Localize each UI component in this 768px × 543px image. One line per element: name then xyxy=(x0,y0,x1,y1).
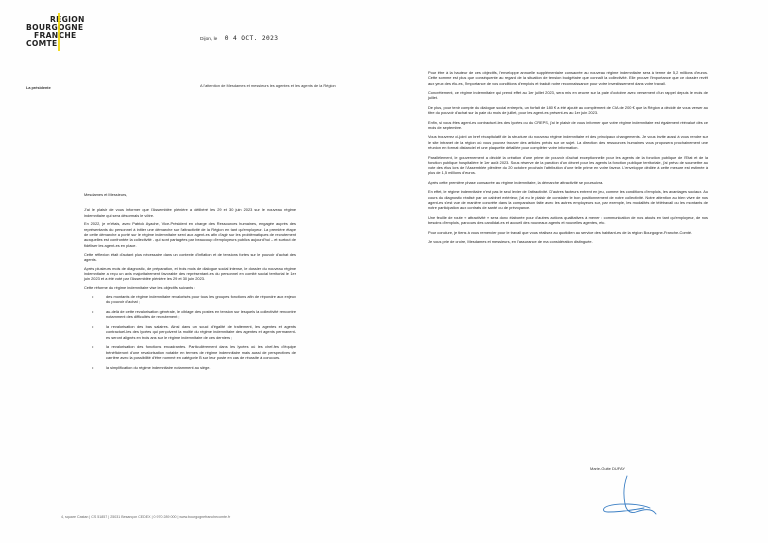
letter-body-left xyxy=(84,192,296,374)
list-item-text: des montants de régime indemnitaire revalorisés pour tous les groupes fonctions afin de répondre aux enjeux du pouvoir d'achat ; xyxy=(106,294,296,305)
signature-stroke xyxy=(604,476,657,514)
logo-line: BOURGOGNE xyxy=(26,23,84,32)
list-item xyxy=(84,294,296,305)
list-item xyxy=(84,344,296,360)
logo-line: COMTE xyxy=(26,39,58,48)
paragraph: En 2022, je m'étais, avec Patrick Ayache, Vice-Président en charge des Ressources humaines, engagée auprès des représentants du personnel à initier une démarche sur l'attractivité de la Région en tant qu'employeur. La première étape de cette démarche a porté sur le régime indemnitaire servi aux agent-es afin d'agir sur les problématiques de recrutement auxquelles est confrontée la collectivité - qui sont partagées par beaucoup d'employeurs publics aujourd'hui – et surtout de fidéliser les agent-es en place. xyxy=(84,221,296,248)
bullet-icon: • xyxy=(92,344,94,350)
list-item xyxy=(84,309,296,320)
list-item-text: au-delà de cette revalorisation générale, le ciblage des postes en tension sur lesquels la collectivité rencontre notamment des difficultés de recrutement ; xyxy=(106,309,296,320)
bullet-icon: • xyxy=(92,294,94,300)
recipient-line: A l'attention de Mesdames et messieurs les agentes et les agents de la Région xyxy=(200,83,336,88)
list-item-text: la simplification du régime indemnitaire notamment au siège. xyxy=(106,364,211,370)
paragraph: Pour être à la hauteur de ces objectifs, l'enveloppe annuelle supplémentaire consacrée au nouveau régime indemnitaire sera à terme de 5,2 millions d'euros. Cette somme est plus que conséquente au regard de la situation de tension budgétaire que connaît la collectivité. Elle prouve l'importance que ce dossier revêt aux yeux des élu-es, l'importance de vos conditions d'emplois et traduit notre reconnaissance pour votre investissement dans votre travail. xyxy=(428,70,708,86)
bullet-icon: • xyxy=(92,324,94,330)
date-line xyxy=(200,35,278,42)
list-item xyxy=(84,324,296,340)
sender-title: La présidente xyxy=(26,86,51,90)
paragraph: Parallèlement, le gouvernement a décidé la création d'une prime de pouvoir d'achat exceptionnelle pour les agents de la fonction publique de l'Etat et de la fonction publique hospitalière le 1er août 2023. Sous réserve de la parution d'un décret pour les agents la fonction publique territoriale, j'ai prévu de soumettre au vote des élus lors de l'Assemblée plénière du 20 octobre prochain l'attribution d'une telle prime en votre faveur. L'enveloppe dédiée à cette mesure est estimée à plus de 1,5 millions d'euros. xyxy=(428,154,708,176)
logo-line: FRANCHE xyxy=(34,31,77,40)
paragraph: J'ai le plaisir de vous informer que l'Assemblée plénière a délibéré les 29 et 30 juin 2023 sur le nouveau régime indemnitaire qui sera désormais le vôtre. xyxy=(84,207,296,218)
letter-body-right xyxy=(428,70,708,248)
signatory-name: Marie-Guite DUFAY xyxy=(590,466,626,471)
bullet-icon: • xyxy=(92,309,94,315)
handwritten-signature xyxy=(588,470,668,520)
paragraph: Une feuille de route « attractivité » sera donc élaborée pour d'autres actions qualitatives à mener : communication de nos atouts en tant qu'employeur, de nos besoins d'emplois, parcours des candidat-es et accueil des nouveaux agents et nouvelles agentes, etc. xyxy=(428,214,708,226)
date-stamp: 0 4 OCT. 2023 xyxy=(224,35,279,42)
paragraph: Vous trouverez ci-joint un bref récapitulatif de la structure du nouveau régime indemnitaire et des principaux changements. Je vous invite aussi à vous rendre sur le site intranet de la région où vous pouvez trouver des articles précis sur ce sujet. La direction des ressources humaines vous proposera prochainement une réunion en format distanciel et une plaquette détaillée pour compléter votre information. xyxy=(428,134,708,151)
salutation: Mesdames et Messieurs, xyxy=(84,192,128,197)
paragraph: En effet, le régime indemnitaire n'est pas le seul levier de l'attractivité. D'autres facteurs entrent en jeu, comme les conditions d'emplois, les avantages sociaux. Au cours du diagnostic réalisé par un cabinet extérieur, j'ai eu le plaisir de constater le bon positionnement de notre collectivité. Notre attention au bien vivre de nos agent-es s'est vue de manière concrète dans la comparaison faite avec les autres employeurs sur, par exemple, les modalités de télétravail ou les montants de notre participation aux contrats de santé ou de prévoyance. xyxy=(428,189,708,211)
list-item-text: la revalorisation des fonctions encadrantes. Particulièrement dans les lycées où les chef-fes d'équipe bénéficieront d'une revalorisation notable en termes de régime indemnitaire mais aussi de perspectives de carrière avec la possibilité d'être nommé en catégorie B sur leur poste en cas de réussite à concours. xyxy=(106,344,296,360)
bullet-icon: • xyxy=(92,364,94,370)
logo-line: REGION xyxy=(50,15,85,24)
objectives-list xyxy=(84,294,296,370)
paragraph: De plus, pour tenir compte du dialogue social entrepris, un forfait de 180 € a été ajouté au complément de CIA de 200 € que la Région a décidé de vous verser au titre du pouvoir d'achat sur la paie du mois de juillet, pour les agent-es présent-es au 1er juin 2023. xyxy=(428,104,708,116)
paragraph: Cette réforme du régime indemnitaire vise les objectifs suivants : xyxy=(84,285,196,291)
list-item xyxy=(84,365,296,370)
region-logo xyxy=(26,16,85,48)
letter-footer: 4, square Castan | CS 51857 | 25031 Besançon CEDEX | 0 970 289 000 | www.bourgognefranchecomte.fr xyxy=(61,515,231,519)
paragraph: Enfin, si vous êtes agent-es contractuel-les des lycées ou du CREPS, j'ai le plaisir de vous informer que votre régime indemnitaire est également réévalué dès ce mois de septembre. xyxy=(428,119,708,130)
paragraph: Je vous prie de croire, Mesdames et messieurs, en l'assurance de ma considération distinguée. xyxy=(428,239,593,244)
paragraph: Après cette première phase consacrée au régime indemnitaire, la démarche attractivité se poursuivra. xyxy=(428,179,604,185)
paragraph: Après plusieurs mois de diagnostic, de préparation, et trois mois de dialogue social intense, le dossier du nouveau régime indemnitaire a reçu un avis majoritairement favorable des représentant-es du personnel en comité social territorial le 1er juin 2023 et a été voté par l'Assemblée plénière les 29 et 30 juin 2023. xyxy=(84,265,296,282)
paragraph: Pour conclure, je tiens à vous remercier pour le travail que vous réalisez au quotidien au service des habitant-es de la région Bourgogne-Franche-Comté. xyxy=(428,229,693,235)
paragraph: Concrètement, ce régime indemnitaire qui prend effet au 1er juillet 2023, sera mis en œuvre sur la paie d'octobre avec versement d'un rappel depuis le mois de juillet. xyxy=(428,90,708,101)
list-item-text: la revalorisation des bas salaires. Ainsi dans un souci d'égalité de traitement, les agentes et agents contractuel-les des lycées qui perçoivent la moitié du régime indemnitaire des agentes et agents permanent-es seront alignés en trois ans sur le régime indemnitaire de ces derniers ; xyxy=(106,324,296,340)
logo-accent-bar xyxy=(58,13,65,51)
date-place: Dijon, le xyxy=(200,37,218,42)
paragraph: Cette réflexion était d'autant plus nécessaire dans un contexte d'inflation et de tensions fortes sur le pouvoir d'achat des agents. xyxy=(84,251,296,262)
